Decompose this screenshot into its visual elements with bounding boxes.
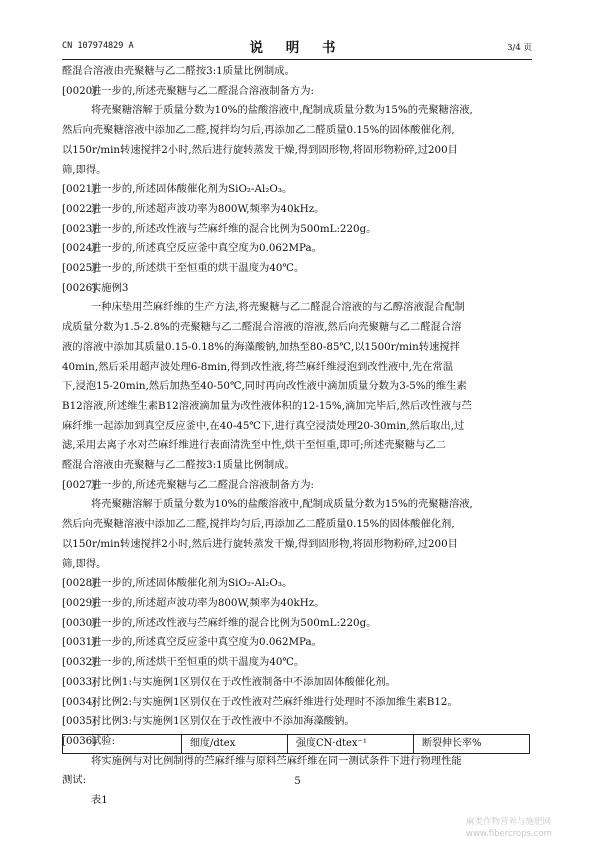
line-text: 筛,即得。 — [62, 557, 107, 570]
line-text: B12溶液,所述维生素B12溶液滴加量为改性液体积的12-15%,滴加完毕后,然后改性液与苎 — [62, 399, 472, 412]
paragraph-line — [62, 298, 535, 318]
line-text: 进一步的,所述超声波功率为800W,频率为40kHz。 — [91, 596, 325, 609]
line-text: 将实施例与对比例制得的苎麻纤维与原料苎麻纤维在同一测试条件下进行物理性能 — [91, 754, 462, 767]
paragraph-line — [62, 318, 535, 338]
line-text: 试验: — [91, 734, 116, 747]
paragraph-line-numbered — [62, 259, 535, 279]
paragraph-line — [62, 121, 535, 141]
paragraph-line — [62, 397, 535, 417]
line-text: 对比例2:与实施例1区别仅在于改性液对苎麻纤维进行处理时不添加维生素B12。 — [91, 695, 458, 708]
document-body — [62, 62, 535, 811]
paragraph-line-numbered — [62, 476, 535, 496]
page-header — [62, 38, 532, 56]
paragraph-line-numbered — [62, 673, 535, 693]
paragraph-line-numbered — [62, 220, 535, 240]
paragraph-line-numbered — [62, 594, 535, 614]
paragraph-line-numbered — [62, 82, 535, 102]
paragraph-number: [0027] — [62, 478, 97, 491]
table-1 — [62, 734, 530, 754]
paragraph-line-numbered — [62, 574, 535, 594]
line-text: 进一步的,所述改性液与苎麻纤维的混合比例为500mL:220g。 — [91, 616, 377, 629]
paragraph-number: [0032] — [62, 656, 97, 669]
table-header-fineness: 细度/dtex — [181, 735, 287, 753]
watermark — [466, 816, 552, 840]
paragraph-line-numbered — [62, 633, 535, 653]
line-text: 一种床垫用苎麻纤维的生产方法,将壳聚糖与乙二醛混合溶液的与乙醇溶液混合配制 — [91, 301, 465, 314]
paragraph-line — [62, 377, 535, 397]
watermark-url: www.fibercrops.com — [466, 829, 552, 839]
watermark-title: 麻类作物营养与施肥网 — [466, 817, 552, 827]
line-text: 醛混合溶液由壳聚糖与乙二醛按3:1质量比例制成。 — [62, 65, 295, 77]
line-text: 对比例3:与实施例1区别仅在于改性液中不添加海藻酸钠。 — [91, 715, 355, 728]
paragraph-line — [62, 161, 535, 181]
paragraph-number: [0020] — [62, 84, 97, 97]
paragraph-line-numbered — [62, 712, 535, 732]
paragraph-line — [62, 555, 535, 575]
paragraph-line — [62, 436, 535, 456]
table-header-strength: 强度CN·dtex⁻¹ — [287, 735, 413, 753]
line-text: 然后向壳聚糖溶液中添加乙二醛,搅拌均匀后,再添加乙二醛质量0.15%的固体酸催化剂, — [62, 518, 455, 531]
line-text: 实施例3 — [91, 281, 129, 294]
paragraph-line — [62, 456, 535, 476]
line-text: 表1 — [91, 794, 108, 807]
line-text: 进一步的,所述真空反应釜中真空度为0.062MPa。 — [91, 242, 322, 255]
paragraph-line-numbered — [62, 653, 535, 673]
page-counter: 3/4 页 — [507, 43, 532, 53]
line-text: 对比例1:与实施例1区别仅在于改性液制备中不添加固体酸催化剂。 — [91, 675, 396, 688]
paragraph-line — [62, 752, 535, 772]
paragraph-number: [0024] — [62, 242, 97, 255]
line-text: 进一步的,所述真空反应釜中真空度为0.062MPa。 — [91, 636, 322, 649]
paragraph-number: [0023] — [62, 222, 97, 235]
paragraph-line-numbered — [62, 200, 535, 220]
line-text: 醛混合溶液由壳聚糖与乙二醛按3:1质量比例制成。 — [62, 459, 295, 472]
paragraph-number: [0034] — [62, 695, 97, 708]
paragraph-line-numbered — [62, 279, 535, 299]
page-number: 5 — [294, 776, 301, 787]
paragraph-line — [62, 495, 535, 515]
line-text: 以150r/min转速搅拌2小时,然后进行旋转蒸发干燥,得到固形物,将固形物粉碎,过200目 — [62, 143, 458, 156]
line-text: 滤,采用去离子水对苎麻纤维进行表面清洗至中性,烘干至恒重,即可;所述壳聚糖与乙二 — [62, 439, 446, 452]
paragraph-number: [0025] — [62, 262, 97, 275]
line-text: 进一步的,所述超声波功率为800W,频率为40kHz。 — [91, 202, 325, 215]
paragraph-number: [0028] — [62, 577, 97, 590]
line-text: 下,浸泡15-20min,然后加热至40-50℃,同时再向改性液中滴加质量分数为3-5%的维生素 — [62, 380, 467, 393]
paragraph-line — [62, 338, 535, 358]
paragraph-number: [0035] — [62, 715, 97, 728]
paragraph-line-numbered — [62, 693, 535, 713]
line-text: 以150r/min转速搅拌2小时,然后进行旋转蒸发干燥,得到固形物,将固形物粉碎,过200目 — [62, 537, 458, 550]
line-text: 进一步的,所述壳聚糖与乙二醛混合溶液制备方为: — [91, 84, 314, 97]
paragraph-number: [0022] — [62, 202, 97, 215]
header-rule — [62, 59, 532, 60]
line-text: 40min,然后采用超声波处理6-8min,得到改性液,将苎麻纤维浸泡到改性液中,先在常温 — [62, 360, 454, 373]
paragraph-number: [0021] — [62, 183, 97, 196]
line-text: 进一步的,所述壳聚糖与乙二醛混合溶液制备方为: — [91, 478, 314, 491]
paragraph-number: [0031] — [62, 636, 97, 649]
line-text: 将壳聚糖溶解于质量分数为10%的盐酸溶液中,配制成质量分数为15%的壳聚糖溶液, — [91, 104, 473, 117]
table-header-cell — [63, 735, 181, 753]
line-text: 液的溶液中添加其质量0.15-0.18%的海藻酸钠,加热至80-85℃,以1500r/min转速搅拌 — [62, 340, 460, 353]
line-text: 成质量分数为1.5-2.8%的壳聚糖与乙二醛混合溶液的溶液,然后向壳聚糖与乙二醛混合溶 — [62, 321, 462, 334]
paragraph-line — [62, 101, 535, 121]
paragraph-number: [0029] — [62, 596, 97, 609]
paragraph-line — [62, 417, 535, 437]
document-title: 说 明 书 — [249, 40, 345, 56]
line-text: 进一步的,所述烘干至恒重的烘干温度为40℃。 — [91, 656, 305, 669]
paragraph-line — [62, 791, 535, 811]
paragraph-line — [62, 535, 535, 555]
line-text: 进一步的,所述改性液与苎麻纤维的混合比例为500mL:220g。 — [91, 222, 377, 235]
paragraph-line — [62, 62, 535, 82]
paragraph-line — [62, 358, 535, 378]
paragraph-line — [62, 141, 535, 161]
line-text: 麻纤维一起添加到真空反应釜中,在40-45℃下,进行真空浸渍处理20-30min,然后取出,过 — [62, 419, 465, 432]
patent-number: CN 107974829 A — [62, 41, 134, 51]
line-text: 进一步的,所述烘干至恒重的烘干温度为40℃。 — [91, 262, 305, 275]
line-text: 筛,即得。 — [62, 163, 107, 176]
paragraph-line-numbered — [62, 614, 535, 634]
paragraph-number: [0030] — [62, 616, 97, 629]
line-text: 然后向壳聚糖溶液中添加乙二醛,搅拌均匀后,再添加乙二醛质量0.15%的固体酸催化剂, — [62, 124, 455, 137]
table-header-elongation: 断裂伸长率% — [413, 735, 529, 753]
paragraph-line-numbered — [62, 239, 535, 259]
line-text: 进一步的,所述固体酸催化剂为SiO₂-Al₂O₃。 — [91, 183, 293, 196]
paragraph-number: [0033] — [62, 675, 97, 688]
line-text: 测试: — [62, 774, 87, 787]
paragraph-line — [62, 515, 535, 535]
paragraph-number: [0036] — [62, 734, 97, 747]
paragraph-number: [0026] — [62, 281, 97, 294]
line-text: 将壳聚糖溶解于质量分数为10%的盐酸溶液中,配制成质量分数为15%的壳聚糖溶液, — [91, 498, 473, 511]
paragraph-line-numbered — [62, 180, 535, 200]
line-text: 进一步的,所述固体酸催化剂为SiO₂-Al₂O₃。 — [91, 577, 293, 590]
